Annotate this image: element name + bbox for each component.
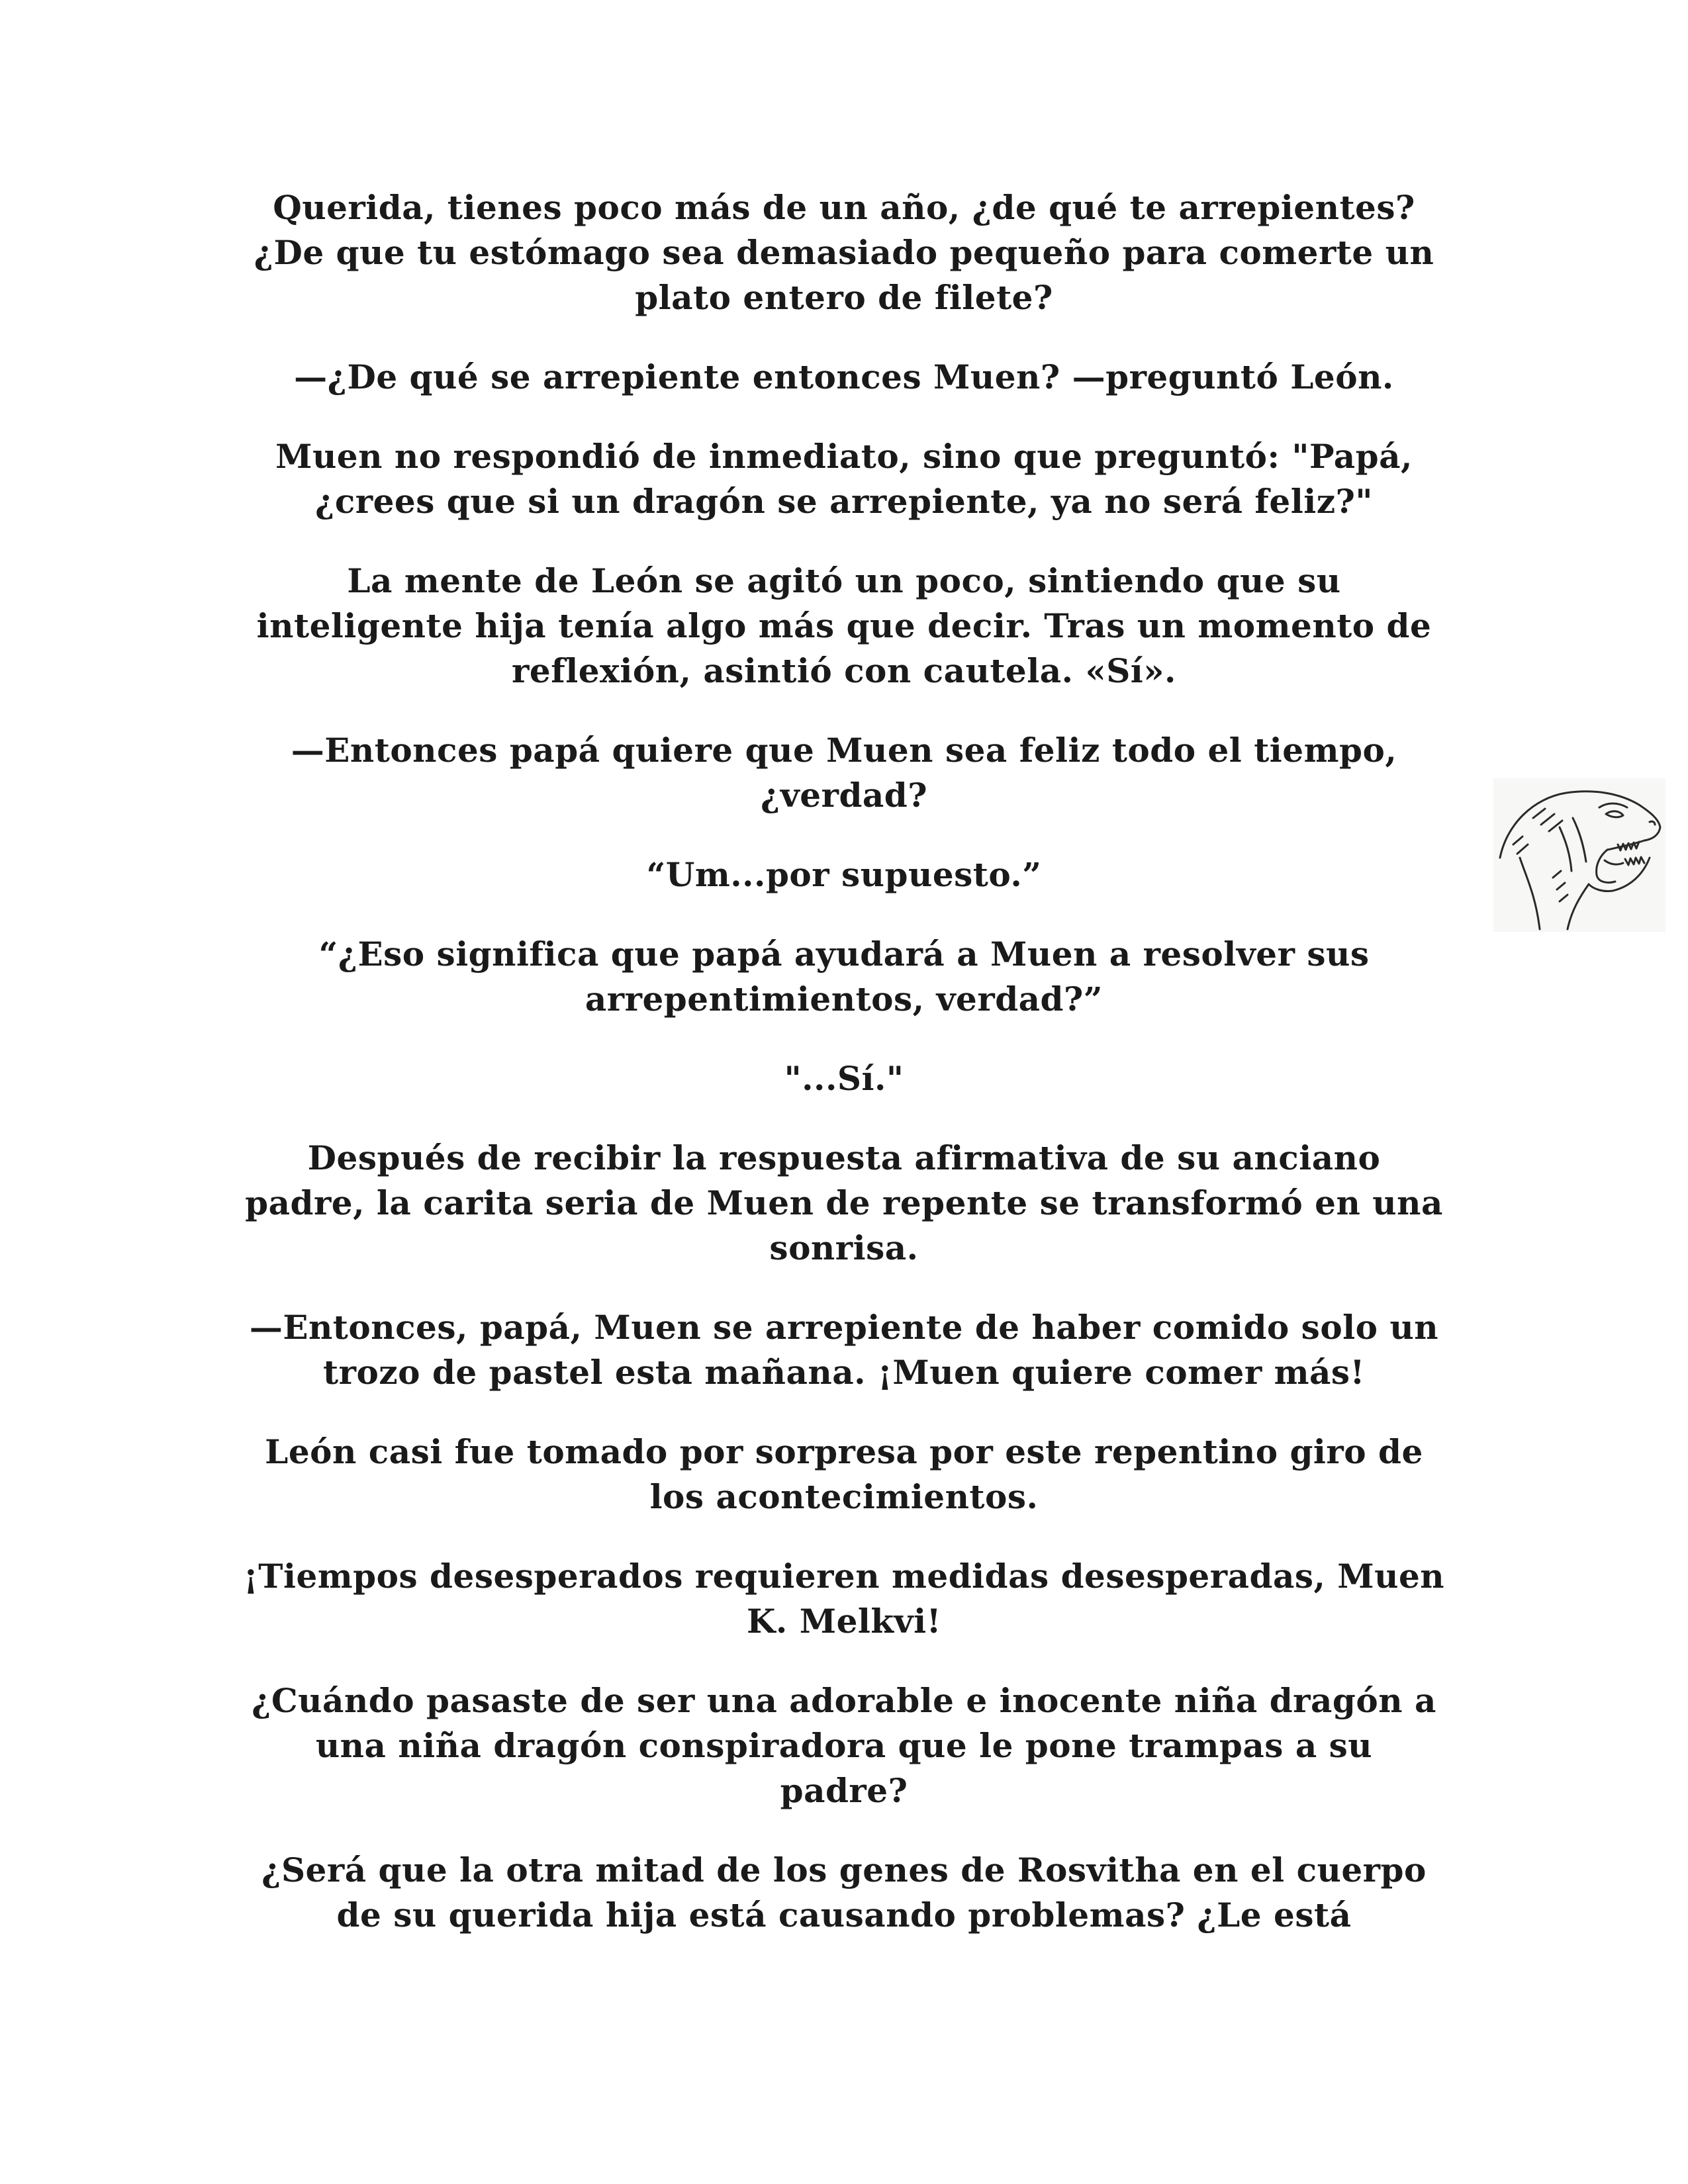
paragraph bbox=[218, 559, 1470, 694]
text-line: K. Melkvi! bbox=[746, 1602, 942, 1641]
paragraph bbox=[218, 1848, 1470, 1938]
text-line: inteligente hija tenía algo más que decir. Tras un momento de bbox=[256, 606, 1432, 645]
paragraph bbox=[218, 1305, 1470, 1395]
text-line: Después de recibir la respuesta afirmativa de su anciano bbox=[307, 1138, 1381, 1177]
text-line: "...Sí." bbox=[784, 1059, 904, 1098]
text-line: reflexión, asintió con cautela. «Sí». bbox=[512, 651, 1176, 690]
story-text bbox=[218, 185, 1470, 1972]
text-line: “Um...por supuesto.” bbox=[646, 855, 1042, 894]
text-line: de su querida hija está causando problemas? ¿Le está bbox=[336, 1895, 1352, 1934]
text-line: sonrisa. bbox=[769, 1228, 919, 1267]
dinosaur-head-sketch-icon bbox=[1493, 778, 1665, 932]
paragraph bbox=[218, 728, 1470, 818]
text-line: ¡Tiempos desesperados requieren medidas desesperadas, Muen bbox=[243, 1557, 1445, 1596]
text-line: una niña dragón conspiradora que le pone trampas a su bbox=[315, 1726, 1373, 1765]
text-line: ¿Cuándo pasaste de ser una adorable e inocente niña dragón a bbox=[252, 1681, 1436, 1720]
text-line: padre? bbox=[780, 1771, 908, 1810]
text-line: León casi fue tomado por sorpresa por este repentino giro de bbox=[265, 1432, 1423, 1471]
text-line: ¿De que tu estómago sea demasiado pequeño para comerte un bbox=[254, 233, 1434, 272]
text-line: La mente de León se agitó un poco, sintiendo que su bbox=[347, 561, 1341, 600]
text-line: Querida, tienes poco más de un año, ¿de qué te arrepientes? bbox=[273, 188, 1415, 227]
text-line: ¿crees que si un dragón se arrepiente, ya no será feliz?" bbox=[315, 482, 1373, 521]
paragraph bbox=[218, 355, 1470, 400]
paragraph bbox=[218, 852, 1470, 897]
text-line: ¿verdad? bbox=[760, 776, 928, 815]
paragraph bbox=[218, 1678, 1470, 1813]
paragraph bbox=[218, 1430, 1470, 1520]
text-line: —¿De qué se arrepiente entonces Muen? —preguntó León. bbox=[294, 357, 1394, 396]
paragraph bbox=[218, 185, 1470, 320]
paragraph bbox=[218, 1056, 1470, 1101]
text-line: ¿Será que la otra mitad de los genes de Rosvitha en el cuerpo bbox=[261, 1850, 1427, 1889]
text-line: padre, la carita seria de Muen de repente se transformó en una bbox=[245, 1183, 1443, 1222]
text-line: arrepentimientos, verdad?” bbox=[585, 979, 1103, 1019]
text-line: “¿Eso significa que papá ayudará a Muen a resolver sus bbox=[318, 934, 1370, 974]
paragraph bbox=[218, 932, 1470, 1022]
text-line: plato entero de filete? bbox=[635, 278, 1053, 317]
paragraph bbox=[218, 434, 1470, 524]
text-line: —Entonces, papá, Muen se arrepiente de haber comido solo un bbox=[249, 1308, 1439, 1347]
paragraph bbox=[218, 1554, 1470, 1644]
text-line: —Entonces papá quiere que Muen sea feliz todo el tiempo, bbox=[291, 731, 1397, 770]
text-line: Muen no respondió de inmediato, sino que preguntó: "Papá, bbox=[275, 437, 1413, 476]
text-line: trozo de pastel esta mañana. ¡Muen quiere comer más! bbox=[323, 1353, 1365, 1392]
text-line: los acontecimientos. bbox=[649, 1477, 1039, 1516]
paragraph bbox=[218, 1136, 1470, 1271]
